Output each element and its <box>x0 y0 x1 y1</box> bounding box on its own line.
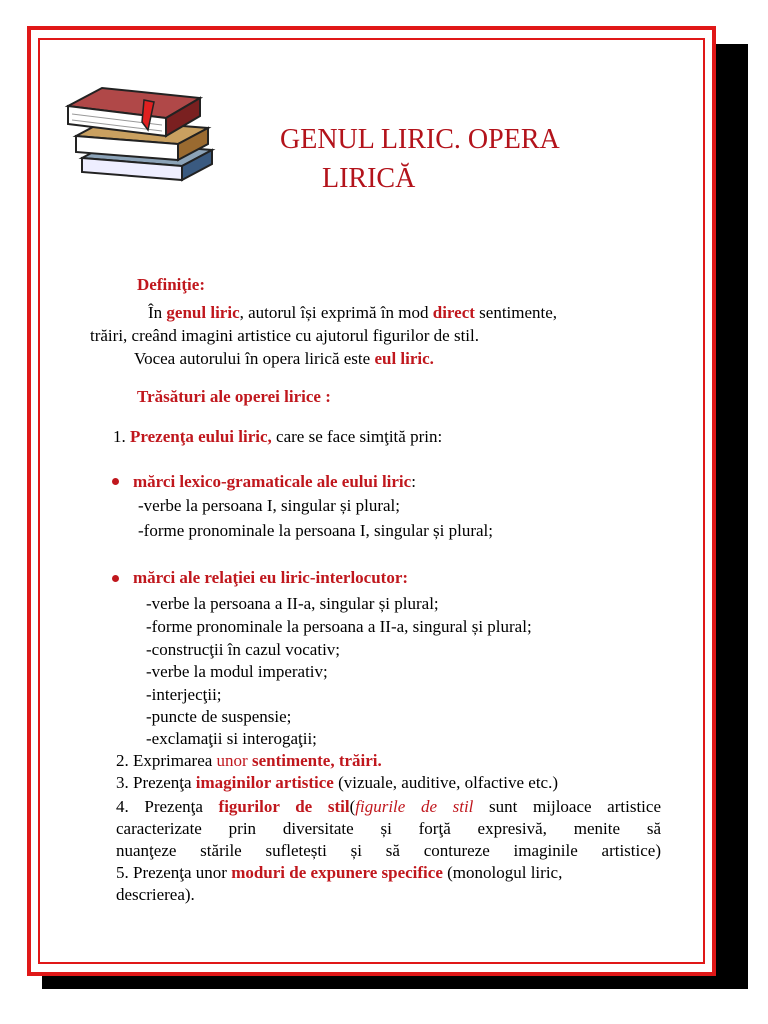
item-5-line2: descrierea). <box>116 885 195 904</box>
item-4-line1: 4. Prezenţa figurilor de stil(figurile de stil sunt mijloace artistice <box>116 797 661 816</box>
page-title-line1: GENUL LIRIC. OPERA <box>280 124 560 155</box>
definitie-heading: Definiţie: <box>137 275 205 294</box>
bullet2-label: mărci ale relaţiei eu liric-interlocutor: <box>133 568 409 587</box>
item-1: 1. Prezenţa eului liric, care se face simţită prin: <box>113 427 443 446</box>
item-3: 3. Prezenţa imaginilor artistice (vizuale, auditive, olfactive etc.) <box>116 773 559 792</box>
bullet2-line: -exclamaţii si interogaţii; <box>146 729 317 748</box>
definitie-line2: trăiri, creând imagini artistice cu ajutorul figurilor de stil. <box>90 326 479 345</box>
item-4-line2: caracterizate prin diversitate și forţă expresivă, menite să <box>116 819 661 838</box>
bullet2-line: -construcţii în cazul vocativ; <box>146 640 341 659</box>
bullet-icon <box>112 478 119 485</box>
bullet2-line: -forme pronominale la persoana a II-a, singural și plural; <box>146 617 532 636</box>
definitie-line3: Vocea autorului în opera lirică este eul liric. <box>134 349 434 368</box>
books-icon <box>62 80 222 190</box>
bullet-icon <box>112 575 119 582</box>
bullet1-line: -forme pronominale la persoana I, singular și plural; <box>138 521 493 540</box>
bullet2-line: -verbe la persoana a II-a, singular și plural; <box>146 594 439 613</box>
bullet2-line: -puncte de suspensie; <box>146 707 292 726</box>
page-title-line2: LIRICĂ <box>322 163 416 194</box>
bullet1-label: mărci lexico-gramaticale ale eului liric: <box>133 472 416 491</box>
item-2: 2. Exprimarea unor sentimente, trăiri. <box>116 751 382 770</box>
item-5: 5. Prezenţa unor moduri de expunere specifice (monologul liric, <box>116 863 563 882</box>
bullet2-line: -verbe la modul imperativ; <box>146 662 328 681</box>
trasaturi-heading: Trăsături ale operei lirice : <box>137 387 331 406</box>
bullet1-line: -verbe la persoana I, singular și plural; <box>138 496 400 515</box>
bullet2-line: -interjecţii; <box>146 685 222 704</box>
definitie-line1: În genul liric, autorul își exprimă în mod direct sentimente, <box>148 303 558 322</box>
item-4-line3: nuanţeze stările sufletești și să contureze imaginile artistice) <box>116 841 661 860</box>
